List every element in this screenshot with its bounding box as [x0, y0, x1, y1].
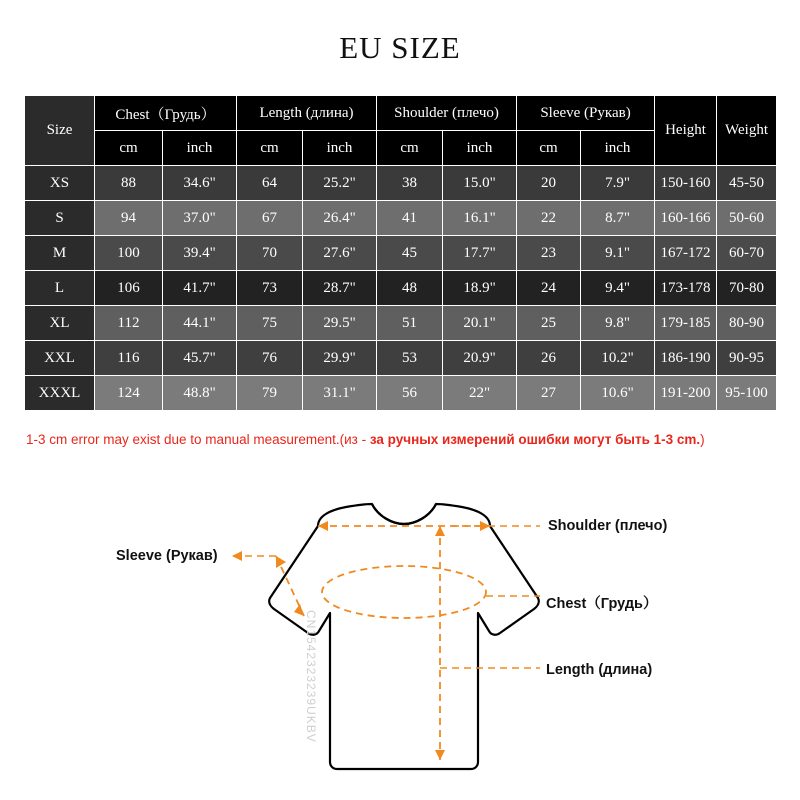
cell-chest-cm: 88 — [95, 166, 163, 201]
cell-weight: 60-70 — [717, 236, 777, 271]
cell-shoulder-inch: 22" — [443, 376, 517, 411]
cell-shoulder-cm: 45 — [377, 236, 443, 271]
cell-shoulder-inch: 20.9" — [443, 341, 517, 376]
unit-sleeve-cm: cm — [517, 131, 581, 166]
cell-chest-inch: 39.4" — [163, 236, 237, 271]
cell-chest-cm: 112 — [95, 306, 163, 341]
table-row — [25, 201, 777, 236]
table-row — [25, 341, 777, 376]
label-chest: Chest（Грудь） — [546, 596, 658, 612]
cell-height: 179-185 — [655, 306, 717, 341]
cell-weight: 45-50 — [717, 166, 777, 201]
cell-sleeve-inch: 9.4" — [581, 271, 655, 306]
cell-sleeve-cm: 23 — [517, 236, 581, 271]
unit-chest-cm: cm — [95, 131, 163, 166]
measurement-note — [26, 432, 786, 447]
cell-chest-inch: 45.7" — [163, 341, 237, 376]
cell-length-inch: 29.9" — [303, 341, 377, 376]
cell-height: 191-200 — [655, 376, 717, 411]
cell-sleeve-inch: 10.2" — [581, 341, 655, 376]
cell-chest-inch: 37.0" — [163, 201, 237, 236]
header-size: Size — [25, 96, 95, 166]
table-group-header-row — [25, 96, 777, 131]
cell-height: 160-166 — [655, 201, 717, 236]
cell-sleeve-cm: 22 — [517, 201, 581, 236]
cell-sleeve-inch: 10.6" — [581, 376, 655, 411]
unit-shoulder-cm: cm — [377, 131, 443, 166]
cell-chest-cm: 124 — [95, 376, 163, 411]
unit-chest-inch: inch — [163, 131, 237, 166]
cell-length-inch: 26.4" — [303, 201, 377, 236]
header-shoulder: Shoulder (плечо) — [377, 96, 517, 131]
cell-weight: 70-80 — [717, 271, 777, 306]
note-plain: 1-3 cm error may exist due to manual measurement.(из - — [26, 432, 370, 447]
cell-length-cm: 76 — [237, 341, 303, 376]
cell-sleeve-inch: 9.1" — [581, 236, 655, 271]
cell-size: XS — [25, 166, 95, 201]
cell-height: 150-160 — [655, 166, 717, 201]
cell-weight: 95-100 — [717, 376, 777, 411]
cell-size: S — [25, 201, 95, 236]
header-chest: Chest（Грудь） — [95, 96, 237, 131]
size-table — [24, 95, 777, 411]
leader-sleeve-arrow — [232, 551, 242, 561]
cell-sleeve-cm: 26 — [517, 341, 581, 376]
cell-chest-inch: 34.6" — [163, 166, 237, 201]
label-sleeve: Sleeve (Рукав) — [116, 548, 218, 564]
unit-length-inch: inch — [303, 131, 377, 166]
cell-weight: 90-95 — [717, 341, 777, 376]
cell-sleeve-inch: 9.8" — [581, 306, 655, 341]
cell-size: L — [25, 271, 95, 306]
tshirt-diagram — [0, 470, 800, 800]
unit-length-cm: cm — [237, 131, 303, 166]
unit-shoulder-inch: inch — [443, 131, 517, 166]
cell-chest-cm: 116 — [95, 341, 163, 376]
cell-length-cm: 75 — [237, 306, 303, 341]
page-title: EU SIZE — [339, 30, 461, 65]
table-row — [25, 376, 777, 411]
cell-length-cm: 67 — [237, 201, 303, 236]
cell-length-cm: 70 — [237, 236, 303, 271]
note-tail: ) — [700, 432, 705, 447]
cell-chest-inch: 48.8" — [163, 376, 237, 411]
note-bold: за ручных измерений ошибки могут быть 1-3 cm. — [369, 432, 701, 447]
cell-chest-cm: 94 — [95, 201, 163, 236]
cell-length-inch: 25.2" — [303, 166, 377, 201]
cell-chest-cm: 106 — [95, 271, 163, 306]
cell-shoulder-inch: 15.0" — [443, 166, 517, 201]
sleeve-arrow-top — [276, 556, 286, 568]
cell-chest-inch: 44.1" — [163, 306, 237, 341]
cell-length-inch: 29.5" — [303, 306, 377, 341]
cell-height: 186-190 — [655, 341, 717, 376]
cell-sleeve-inch: 7.9" — [581, 166, 655, 201]
cell-shoulder-inch: 16.1" — [443, 201, 517, 236]
cell-length-cm: 79 — [237, 376, 303, 411]
cell-weight: 80-90 — [717, 306, 777, 341]
cell-size: XL — [25, 306, 95, 341]
cell-sleeve-cm: 27 — [517, 376, 581, 411]
cell-size: M — [25, 236, 95, 271]
cell-sleeve-cm: 25 — [517, 306, 581, 341]
cell-shoulder-inch: 17.7" — [443, 236, 517, 271]
cell-chest-inch: 41.7" — [163, 271, 237, 306]
cell-shoulder-cm: 38 — [377, 166, 443, 201]
cell-length-cm: 73 — [237, 271, 303, 306]
cell-shoulder-cm: 53 — [377, 341, 443, 376]
cell-height: 173-178 — [655, 271, 717, 306]
cell-sleeve-cm: 24 — [517, 271, 581, 306]
size-table-container — [24, 95, 776, 411]
cell-size: XXL — [25, 341, 95, 376]
cell-length-inch: 31.1" — [303, 376, 377, 411]
cell-shoulder-cm: 56 — [377, 376, 443, 411]
cell-length-inch: 27.6" — [303, 236, 377, 271]
table-row — [25, 166, 777, 201]
cell-size: XXXL — [25, 376, 95, 411]
header-height: Height — [655, 96, 717, 166]
cell-shoulder-inch: 18.9" — [443, 271, 517, 306]
unit-sleeve-inch: inch — [581, 131, 655, 166]
cell-weight: 50-60 — [717, 201, 777, 236]
cell-length-inch: 28.7" — [303, 271, 377, 306]
cell-sleeve-cm: 20 — [517, 166, 581, 201]
cell-shoulder-cm: 51 — [377, 306, 443, 341]
cell-length-cm: 64 — [237, 166, 303, 201]
table-row — [25, 306, 777, 341]
label-shoulder: Shoulder (плечо) — [548, 518, 668, 534]
watermark-text: CN1542323239UKBV — [304, 610, 318, 743]
cell-sleeve-inch: 8.7" — [581, 201, 655, 236]
header-weight: Weight — [717, 96, 777, 166]
cell-height: 167-172 — [655, 236, 717, 271]
header-sleeve: Sleeve (Рукав) — [517, 96, 655, 131]
cell-shoulder-cm: 41 — [377, 201, 443, 236]
tshirt-svg — [0, 470, 800, 800]
cell-shoulder-cm: 48 — [377, 271, 443, 306]
label-length: Length (длина) — [546, 662, 653, 678]
cell-shoulder-inch: 20.1" — [443, 306, 517, 341]
table-row — [25, 236, 777, 271]
header-length: Length (длина) — [237, 96, 377, 131]
cell-chest-cm: 100 — [95, 236, 163, 271]
table-row — [25, 271, 777, 306]
